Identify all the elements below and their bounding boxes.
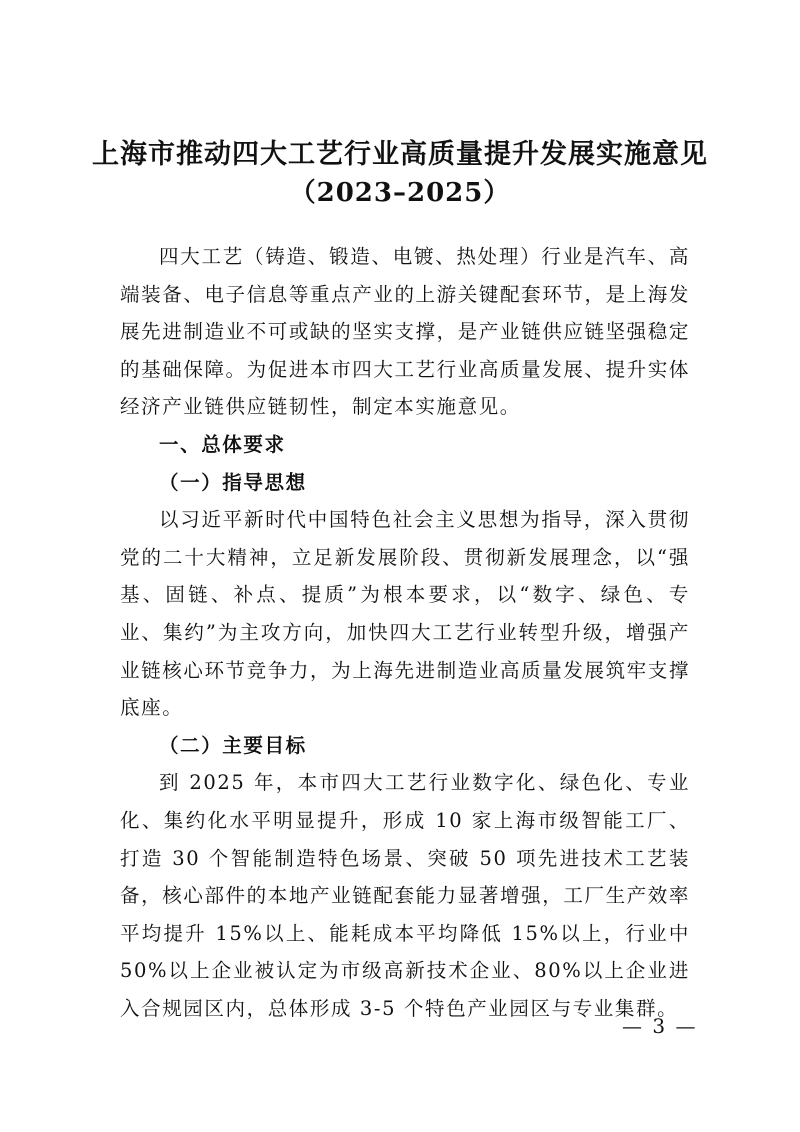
main-goals-paragraph: 到 2025 年，本市四大工艺行业数字化、绿色化、专业化、集约化水平明显提升，形成 10 家上海市级智能工厂、打造 30 个智能制造特色场景、突破 50 项先进技术工艺装备，核心部件的本地产业链配套能力显著增强，工厂生产效率平均提升 15%以上、能耗成本平均降低 15%以上，行业中 50%以上企业被认定为市级高新技术企业、80%以上企业进入合规园区内，总体形成 3-5 个特色产业园区与专业集群。 — [120, 771, 690, 1020]
subsection-heading-main-goals: （二）主要目标 — [159, 733, 307, 757]
guiding-ideology-paragraph: 以习近平新时代中国特色社会主义思想为指导，深入贯彻党的二十大精神，立足新发展阶段、贯彻新发展理念，以“强基、固链、补点、提质”为根本要求，以“数字、绿色、专业、集约”为主攻方向，加快四大工艺行业转型升级，增强产业链核心环节竞争力，为上海先进制造业高质量发展筑牢支撑底座。 — [120, 508, 690, 720]
subsection-heading-guiding-ideology: （一）指导思想 — [159, 470, 307, 494]
document-subtitle: （2023–2025） — [289, 178, 511, 208]
document-title: 上海市推动四大工艺行业高质量提升发展实施意见 — [92, 139, 708, 170]
intro-paragraph: 四大工艺（铸造、锻造、电镀、热处理）行业是汽车、高端装备、电子信息等重点产业的上游关键配套环节，是上海发展先进制造业不可或缺的坚实支撑，是产业链供应链坚强稳定的基础保障。为促进本市四大工艺行业高质量发展、提升实体经济产业链供应链韧性，制定本实施意见。 — [120, 245, 690, 419]
page-number: — 3 — — [622, 1014, 698, 1038]
document-body — [120, 238, 690, 1027]
section-heading-general-requirements: 一、总体要求 — [159, 432, 286, 456]
